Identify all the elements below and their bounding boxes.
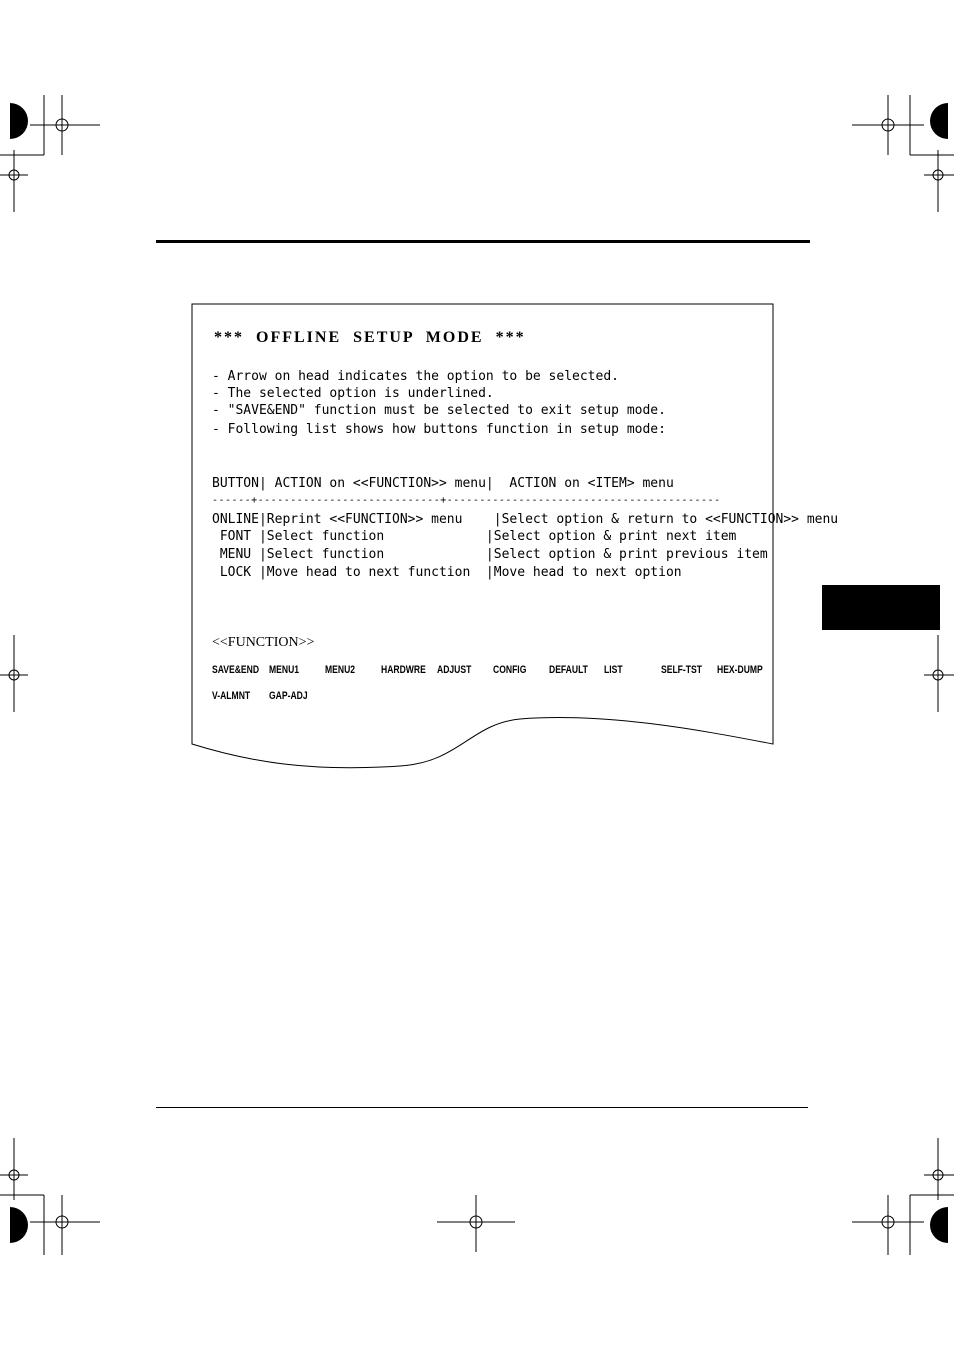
function-adjust: ADJUST — [437, 664, 472, 676]
table-separator: ------+----------------------------+------------------------------------------ — [212, 495, 721, 506]
printout-title: *** OFFLINE SETUP MODE *** — [214, 329, 526, 346]
function-self-tst: SELF-TST — [661, 664, 702, 676]
color-wheel-bottom-right — [930, 1207, 948, 1243]
table-row: FONT |Select function |Select option & print next item — [212, 529, 737, 544]
function-header: <<FUNCTION>> — [212, 635, 315, 650]
crop-mark-bottom-center — [437, 1195, 515, 1252]
color-wheel-top-right — [930, 103, 948, 139]
function-save-end: SAVE&END — [212, 664, 260, 676]
table-row: MENU |Select function |Select option & print previous item — [212, 547, 768, 562]
function-list: LIST — [604, 664, 623, 676]
header-rule — [156, 240, 810, 243]
function-default: DEFAULT — [549, 664, 588, 676]
chapter-tab — [822, 585, 940, 630]
function-gap-adj: GAP-ADJ — [269, 690, 308, 702]
footer-rule — [156, 1107, 808, 1108]
table-row: ONLINE|Reprint <<FUNCTION>> menu |Select option & return to <<FUNCTION>> menu — [212, 512, 839, 527]
table-row: LOCK |Move head to next function |Move head to next option — [212, 565, 682, 580]
function-hex-dump: HEX-DUMP — [717, 664, 763, 676]
function-hardwre: HARDWRE — [381, 664, 426, 676]
note-line: - Arrow on head indicates the option to be selected. — [212, 369, 619, 384]
crop-mark-middle-left — [0, 635, 28, 712]
function-config: CONFIG — [493, 664, 527, 676]
function-v-almnt: V-ALMNT — [212, 690, 251, 702]
crop-mark-middle-right — [924, 635, 954, 712]
color-wheel-top-left — [10, 103, 28, 139]
function-menu1: MENU1 — [269, 664, 300, 676]
note-line: - "SAVE&END" function must be selected to exit setup mode. — [212, 403, 666, 418]
function-menu2: MENU2 — [325, 664, 356, 676]
table-header: BUTTON| ACTION on <<FUNCTION>> menu| ACTION on <ITEM> menu — [212, 476, 674, 491]
note-line: - The selected option is underlined. — [212, 386, 494, 401]
note-line: - Following list shows how buttons function in setup mode: — [212, 422, 666, 437]
color-wheel-bottom-left — [10, 1207, 28, 1243]
